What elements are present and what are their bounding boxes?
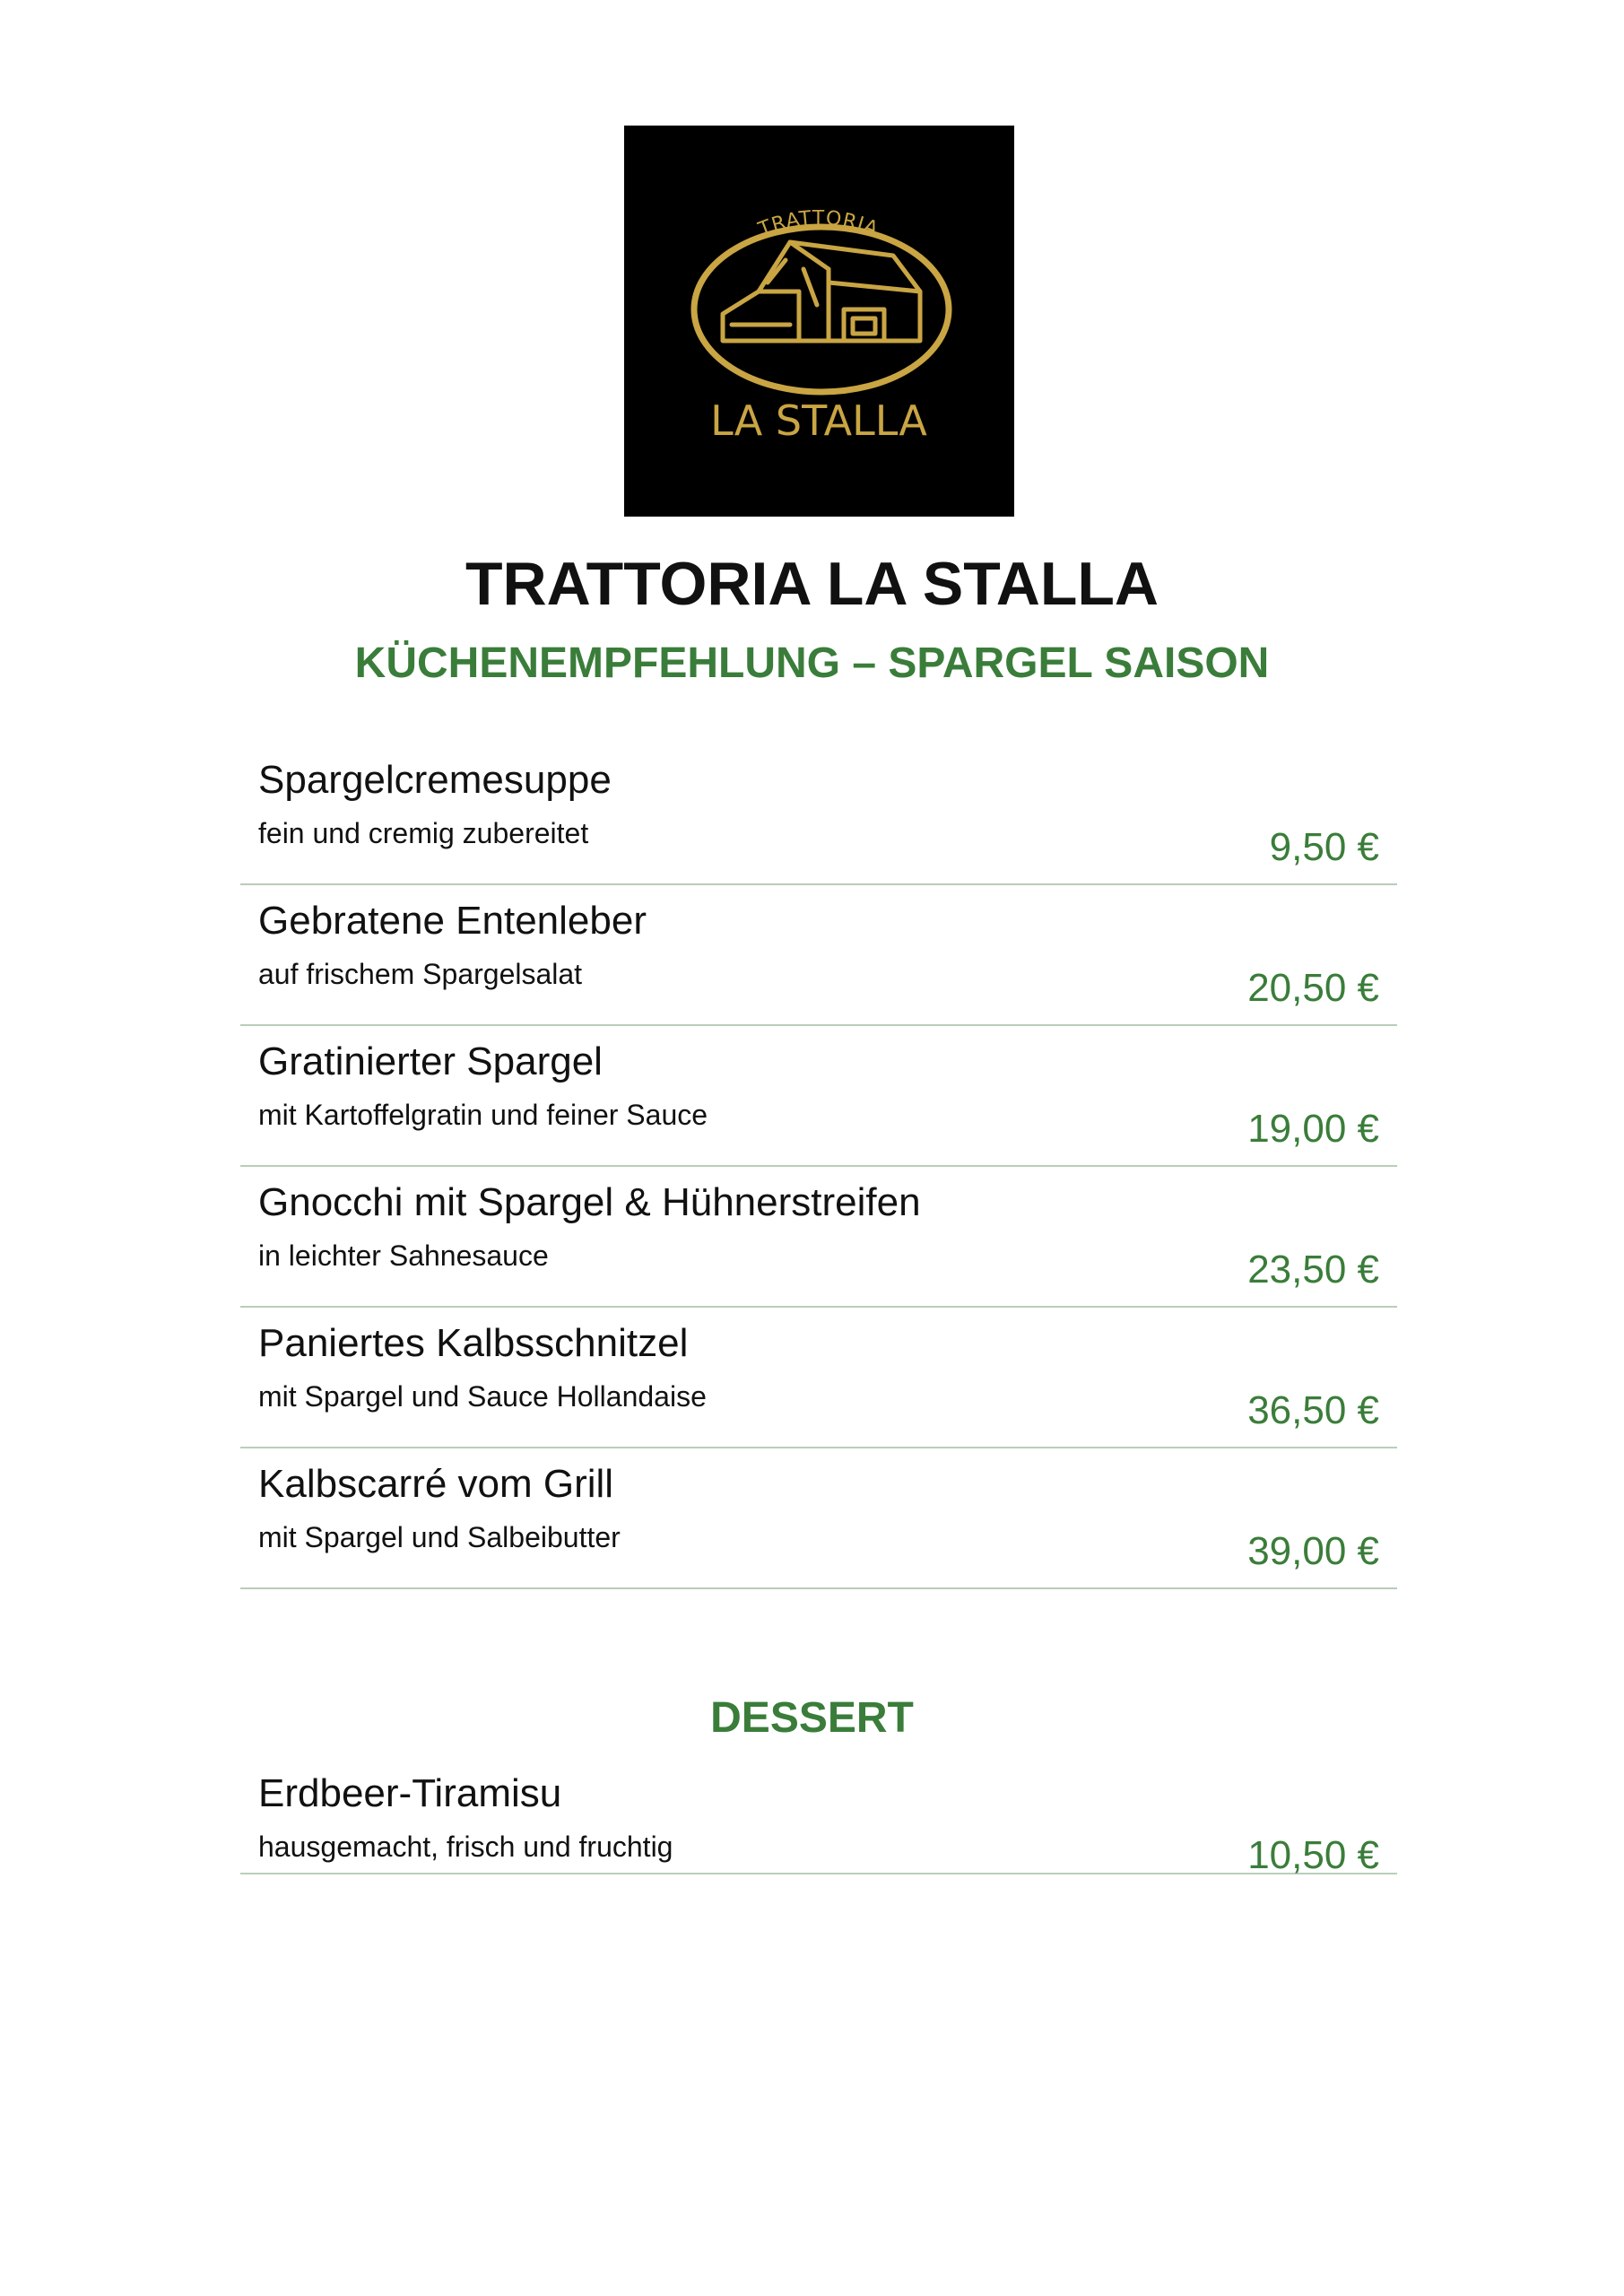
dish-description: auf frischem Spargelsalat — [258, 958, 583, 990]
dish-name: Kalbscarré vom Grill — [258, 1462, 614, 1506]
dish-price: 36,50 € — [1247, 1388, 1379, 1432]
list-item — [240, 744, 1397, 885]
dish-name: Gebratene Entenleber — [258, 899, 647, 943]
list-item — [240, 1448, 1397, 1589]
dish-name: Paniertes Kalbsschnitzel — [258, 1321, 689, 1365]
dish-price: 9,50 € — [1269, 825, 1379, 869]
list-item — [240, 885, 1397, 1026]
dish-name: Gratinierter Spargel — [258, 1039, 603, 1083]
dish-price: 23,50 € — [1247, 1248, 1379, 1292]
dish-price: 39,00 € — [1247, 1529, 1379, 1573]
page-subtitle: KÜCHENEMPFEHLUNG – SPARGEL SAISON — [354, 639, 1270, 687]
dish-name: Spargelcremesuppe — [258, 758, 612, 802]
logo-top-text: TRATTORIA — [755, 206, 882, 241]
dish-price: 10,50 € — [1247, 1833, 1379, 1877]
dish-description: mit Spargel und Sauce Hollandaise — [258, 1380, 707, 1413]
dish-description: fein und cremig zubereitet — [258, 817, 589, 849]
list-item — [240, 1026, 1397, 1167]
svg-text:TRATTORIA — [755, 207, 882, 241]
dish-name: Gnocchi mit Spargel & Hühnerstreifen — [258, 1180, 921, 1224]
list-item — [240, 1758, 1397, 1877]
logo-bottom-text: LA STALLA — [710, 396, 927, 445]
restaurant-logo — [624, 126, 1014, 517]
list-item — [240, 1167, 1397, 1308]
dessert-heading: DESSERT — [710, 1694, 914, 1742]
dish-name: Erdbeer-Tiramisu — [258, 1771, 562, 1815]
dish-description: in leichter Sahnesauce — [258, 1239, 549, 1272]
dish-price: 20,50 € — [1247, 966, 1379, 1010]
dish-description: mit Spargel und Salbeibutter — [258, 1521, 621, 1553]
dish-description: mit Kartoffelgratin und feiner Sauce — [258, 1099, 708, 1131]
barn-house-icon — [624, 126, 1014, 517]
dish-price: 19,00 € — [1247, 1107, 1379, 1151]
list-item — [240, 1308, 1397, 1448]
page-title: TRATTORIA LA STALLA — [465, 550, 1159, 618]
dessert-list — [240, 1758, 1397, 1877]
dish-description: hausgemacht, frisch und fruchtig — [258, 1831, 673, 1863]
menu-list — [240, 744, 1397, 1589]
